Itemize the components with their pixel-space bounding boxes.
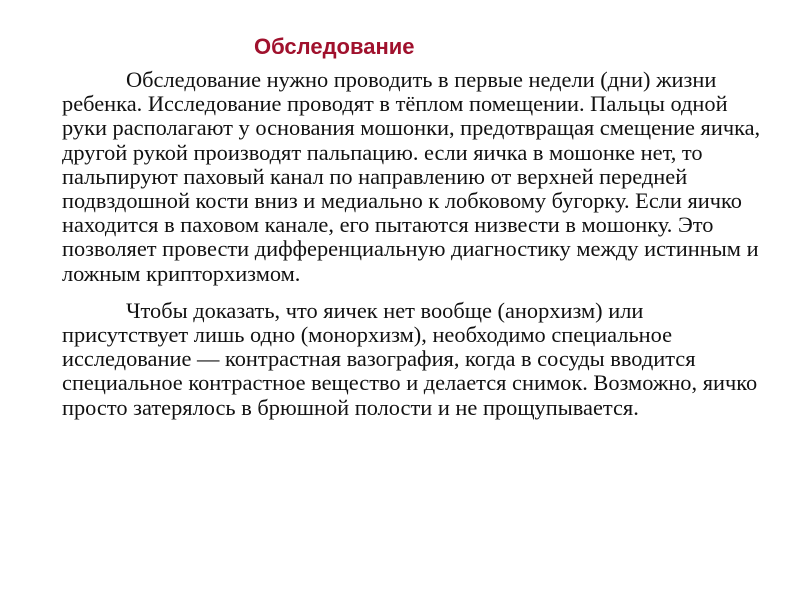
- body-paragraph-examination: Обследование нужно проводить в первые недели (дни) жизни ребенка. Исследование проводят в тёплом помещении. Пальцы одной руки располагают у основания мошонки, предотвращая смещение яичка, другой рукой производят пальпацию. если яичка в мошонке нет, то пальпируют паховый канал по направлению от верхней передней подвздошной кости вниз и медиально к лобковому бугорку. Если яичко находится в паховом канале, его пытаются низвести в мошонку. Это позволяет провести дифференциальную диагностику между истинным и ложным крипторхизмом.: [62, 67, 761, 286]
- slide-body: [62, 68, 762, 420]
- slide-title: Обследование: [254, 34, 415, 59]
- body-paragraph-anorchism: Чтобы доказать, что яичек нет вообще (анорхизм) или присутствует лишь одно (монорхизм), необходимо специальное исследование — контрастная вазография, когда в сосуды вводится специальное контрастное вещество и делается снимок. Возможно, яичко просто затерялось в брюшной полости и не прощупывается.: [62, 297, 758, 420]
